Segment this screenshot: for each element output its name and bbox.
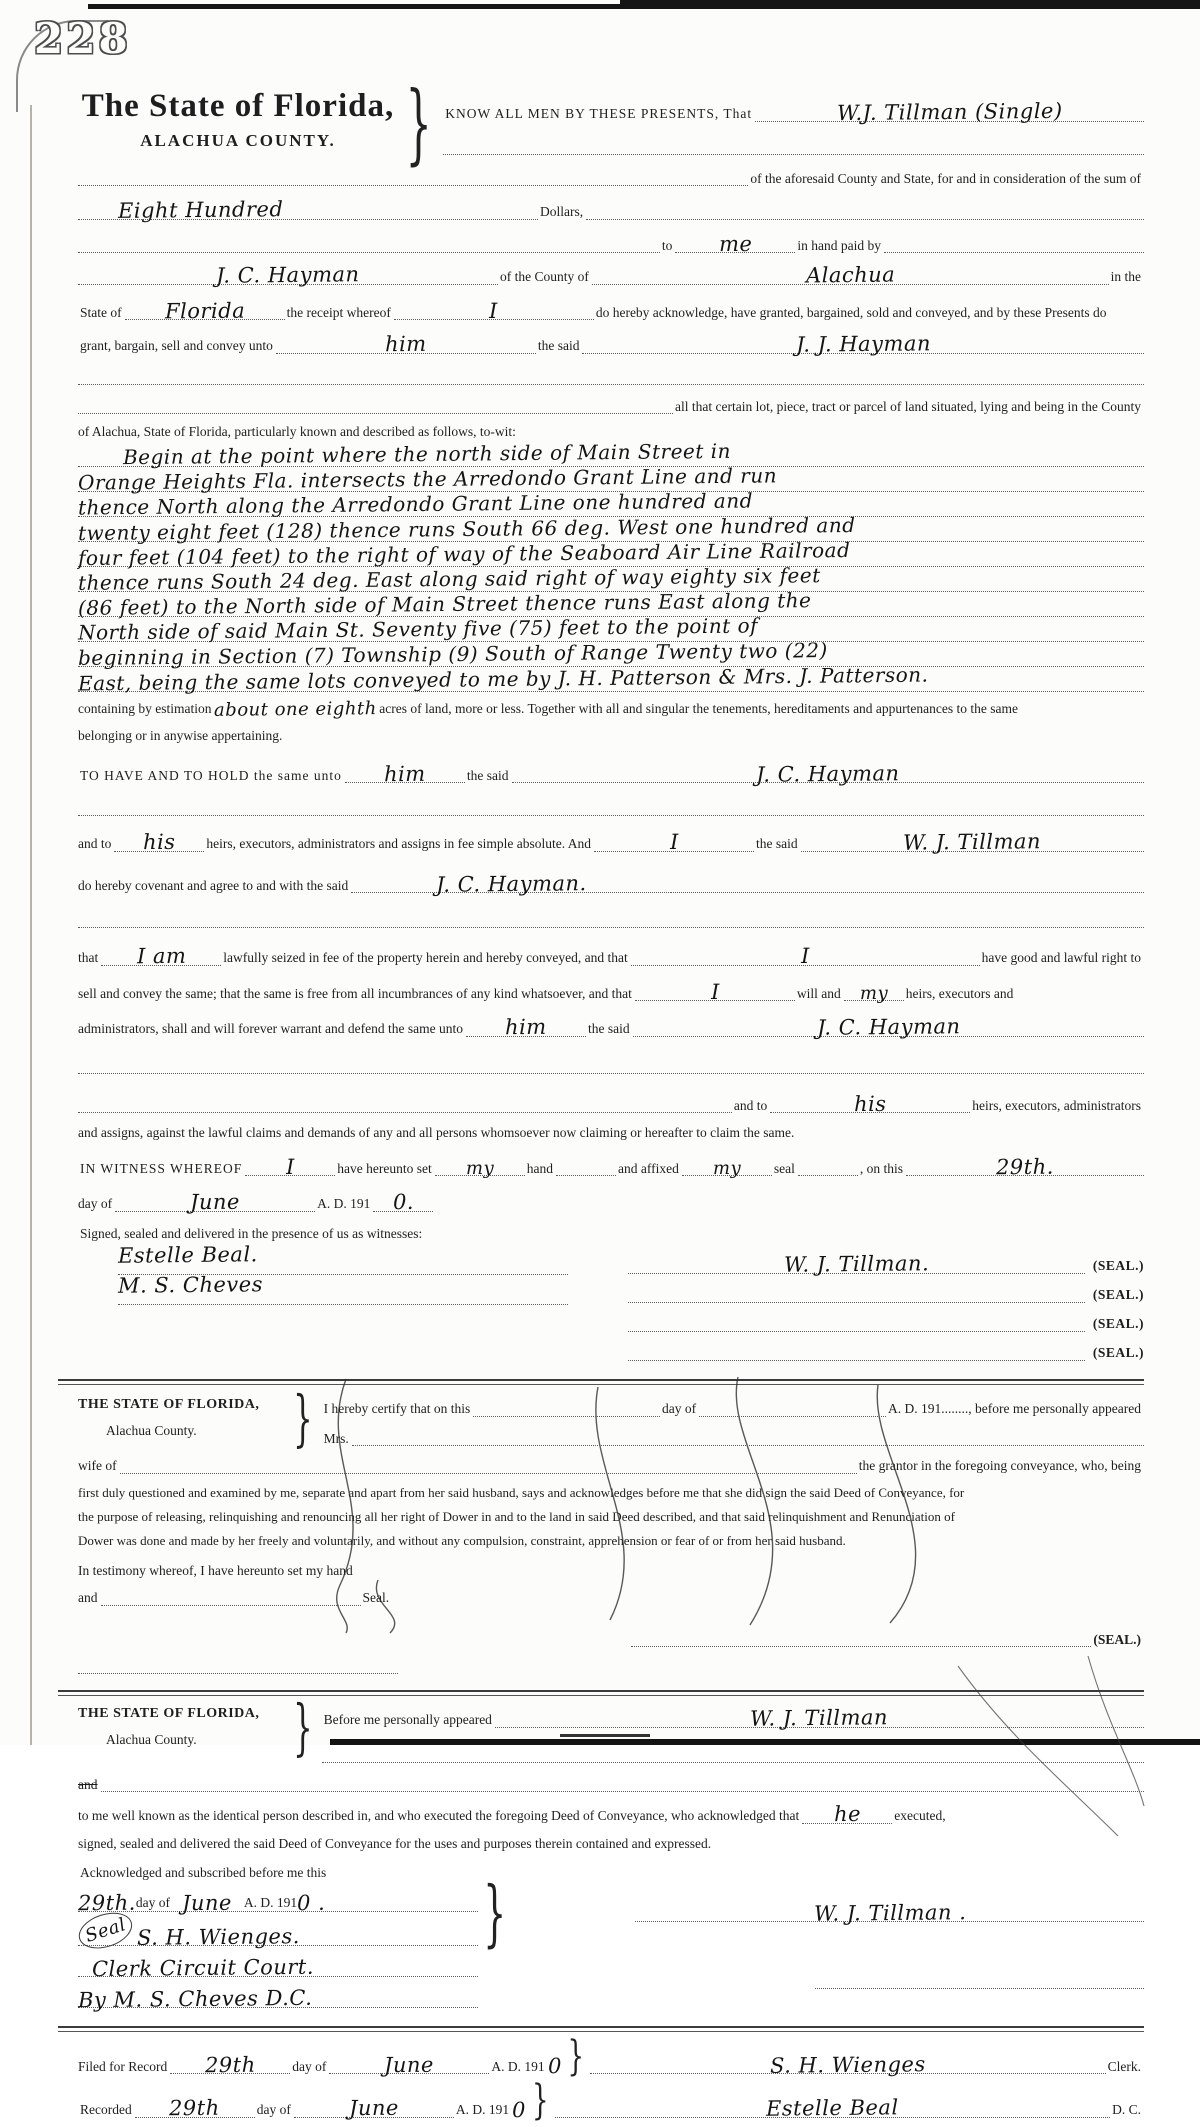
day-of-label: day of [78,1196,113,1212]
estimate-handwritten: about one eighth [214,697,378,721]
seal-row [628,1332,1144,1361]
signed-sealed-label: Signed, sealed and delivered in the presence of us as witnesses: [80,1225,423,1241]
ad-label: A. D. 191 [317,1196,371,1212]
certify-label: I hereby certify that on this [323,1401,471,1417]
my-field [435,1159,525,1177]
description-handwritten: (86 feet) to the North side of Main Street thence runs East along the [77,587,812,620]
filed-day-handwritten: 29th [204,2052,256,2077]
dower-heading-left [78,1397,288,1439]
grantee-handwritten: J. C. Hayman. [435,870,587,897]
acknowledgment-certificate [77,1692,1144,2013]
in-the-label: in the [1110,269,1141,285]
paid-by-line [78,231,1144,256]
ack-signature-area [77,1865,1144,2013]
recorded-deputy-handwritten: Estelle Beal [765,2095,899,2122]
seal-small-label: Seal. [362,1590,390,1606]
clerk-label: Clerk. [1107,2058,1141,2074]
him-field [345,761,465,786]
description-line [77,462,1144,495]
filed-day-field [170,2052,290,2077]
blank-field [586,219,1144,220]
know-all-label: KNOW ALL MEN BY THESE PRESENTS, That [445,106,753,121]
filed-label: Filed for Record [78,2058,168,2074]
will-and-label: will and [796,985,841,1001]
payee-field [78,262,498,288]
in-witness-line [78,1154,1144,1180]
dower-seal-line [78,1632,1144,1648]
to-have-line [78,760,1144,787]
blank-rule [78,1063,1144,1074]
signed-line [78,1836,1144,1852]
clerk-signature-line [78,1912,478,1951]
blank-field [101,1791,1145,1792]
belonging-label: belonging or in anywise appertaining. [78,728,283,744]
mrs-label: Mrs. [323,1430,349,1446]
brace-icon: } [483,1872,507,1956]
ack-heading-right [322,1706,1144,1763]
heirs-label: heirs, executors, administrators [972,1097,1141,1113]
description-handwritten: Orange Heights Fla. intersects the Arredondo Grant Line and run [77,462,778,495]
wife-of-line [78,1458,1144,1474]
alachua-county-label: Alachua County. [106,1423,197,1439]
receipt-line [78,298,1144,323]
heirs-label: heirs, executors, administrators and assigns in fee simple absolute. And [206,836,592,852]
heirs-line [78,829,1144,855]
dower-paragraph-text: the purpose of releasing, relinquishing and renouncing all her right of Dower in and to the land in said Deed described, and that said relinquishment and Renunciation of [78,1508,955,1524]
ack-grantor-handwritten: W. J. Tillman . [813,1900,967,1927]
blank-rule [443,144,1144,155]
grantee-handwritten: J. C. Hayman [816,1014,961,1041]
recorded-line [78,2077,1144,2126]
i-am-field [101,943,221,969]
grantor-handwritten: W. J. Tillman [903,829,1042,855]
i-field [635,979,795,1004]
i-handwritten: I [800,944,810,969]
deputy-line [77,1977,478,2013]
and-to-label: and to [78,836,112,852]
amount-line [78,197,1144,223]
page-number: 228 [34,14,131,63]
certify-line [322,1397,1144,1417]
masthead [78,71,1144,175]
ad-label: A. D. 191 [491,2058,545,2074]
description-handwritten: East, being the same lots conveyed to me by J. H. Patterson & Mrs. J. Patterson. [77,662,929,696]
on-this-label: , on this [859,1160,903,1176]
i-am-handwritten: I am [136,943,187,969]
amount-field [78,197,538,223]
my-handwritten: my [465,1157,494,1179]
seal-row [628,1274,1144,1303]
my-field [844,984,904,1002]
testimony-line [78,1563,1144,1579]
him-handwritten: him [383,761,426,786]
sell-convey-label: sell and convey the same; that the same is free from all incumbrances of any kind whatsoever, and that [78,985,632,1001]
wife-of-label: wife of [78,1458,117,1474]
witness1-handwritten: Estelle Beal. [117,1242,258,1269]
description-line [77,512,1144,545]
recording-block [78,2032,1144,2126]
assigns-label: and assigns, against the lawful claims and demands of any and all persons whomsoever now claiming or hereafter to claim the same. [78,1125,795,1141]
i-handwritten: I [489,298,499,323]
covenant-label: do hereby covenant and agree to and with the said [78,877,349,893]
description-line [77,537,1144,570]
grantee-field [633,1014,1144,1041]
containing-line [78,697,1144,721]
mrs-line [322,1431,1144,1447]
ad-before-label: A. D. 191........, before me personally appeared [887,1401,1142,1417]
property-description [77,438,1144,696]
blank-field [699,1416,886,1417]
county-handwritten: Alachua [805,262,895,288]
dc-label: D. C. [1112,2102,1141,2118]
grantee-handwritten: J. J. Hayman [795,331,931,357]
warrant-line [78,1014,1144,1041]
warrant-label: administrators, shall and will forever warrant and defend the same unto [78,1021,464,1037]
clerk-signature-handwritten: S. H. Wienges. [137,1924,301,1951]
grantor-field [801,829,1144,855]
his-handwritten: his [142,830,176,855]
sell-convey-line [78,979,1144,1004]
grant-unto-line [78,331,1144,357]
description-handwritten: twenty eight feet (128) thence runs South 66 deg. West one hundred and [77,512,856,545]
blank-field [101,1605,361,1606]
containing-label: containing by estimation [78,700,212,716]
dower-heading-right [322,1397,1144,1446]
good-right-label: have good and lawful right to [981,950,1141,966]
seal-column [568,1245,1144,1361]
him-handwritten: him [505,1015,547,1040]
ad-label: A. D. 191 [455,2102,510,2118]
clerk-signature-field [590,2051,1106,2078]
alachua-county-label: Alachua County. [106,1732,197,1748]
in-witness-label: IN WITNESS WHEREOF [80,1160,243,1176]
spacer [635,1922,1144,1978]
grantee-field [582,331,1144,357]
month-handwritten: June [190,1190,241,1215]
blank-rule [78,917,1144,928]
the-said-label: the said [756,836,798,852]
blank-rule [78,374,1144,385]
blank-field [78,185,748,186]
seal-label: (SEAL.) [1092,1345,1144,1361]
seal-label: (SEAL.) [1092,1287,1144,1303]
before-me-line [322,1705,1144,1731]
the-said-label: the said [537,338,580,354]
signed-sealed-line [78,1226,1144,1242]
blank-field [631,1646,1092,1647]
covenant-line [78,870,1144,897]
description-line [77,662,1144,696]
year-handwritten: 0. [392,1190,415,1215]
seal-word-label: seal [773,1160,795,1176]
day-of-label: day of [662,1401,697,1417]
towit-line [78,424,1144,440]
to-have-label: TO HAVE AND TO HOLD the same unto [80,767,342,783]
dower-heading [78,1383,1144,1456]
identical-line [78,1802,1144,1827]
brace-icon: } [293,1692,313,1765]
blank-field [884,252,1144,253]
description-line [77,488,1144,520]
grantor-name-field [755,98,1144,126]
description-line [77,613,1144,645]
filed-line [78,2033,1144,2082]
seized-label: lawfully seized in fee of the property herein and hereby conveyed, and that [223,950,628,966]
dower-paragraph-text: first duly questioned and examined by me, separate and apart from her said husband, says and acknowledges before me that she did sign the said Deed of Conveyance, for [78,1484,965,1500]
executed-label: executed, [894,1808,946,1824]
clerk-title-line [78,1946,478,1982]
blank-field [556,1175,616,1176]
witness-column [78,1242,568,1361]
in-hand-label: in hand paid by [797,237,881,253]
brace-icon: } [405,71,432,175]
clerk-title-handwritten: Clerk Circuit Court. [91,1955,315,1982]
seal-row [628,1303,1144,1332]
state-handwritten: Florida [164,298,245,323]
grantor-signature-handwritten: W. J. Tillman. [783,1251,930,1278]
grantee-handwritten: J. C. Hayman [755,760,900,787]
blank-field [628,1302,1085,1303]
him-field [276,331,536,357]
and-line [78,1777,1144,1793]
recorded-month-field [294,2096,454,2121]
me-field [675,231,795,256]
acknowledge-label: do hereby acknowledge, have granted, bargained, sold and conveyed, and by these Presents do [595,304,1107,320]
to-label: to [661,237,673,253]
recorded-year-handwritten: 0 [511,2097,527,2123]
brace-icon: } [293,1383,313,1456]
identical-label: to me well known as the identical person described in, and who executed the foregoing Deed of Conveyance, who acknowledged that [78,1808,800,1824]
description-handwritten: thence runs South 24 deg. East along said right of way eighty six feet [77,562,821,595]
he-handwritten: he [833,1802,861,1827]
appearer-field [495,1705,1144,1731]
my-field [682,1159,772,1177]
subscribed-line [78,1865,478,1881]
aforesaid-label: of the aforesaid County and State, for and in consideration of the sum of [750,170,1141,186]
ack-heading [78,1692,1144,1765]
blank-rule [78,1663,398,1674]
ack-month-handwritten: June [181,1890,233,1916]
and-to-heirs-line [78,1091,1144,1116]
brace-icon: } [567,2033,585,2082]
dower-paragraph [78,1486,1144,1501]
description-line [77,587,1144,620]
seal-label: (SEAL.) [1092,1316,1144,1332]
day-of-label: day of [135,1894,170,1910]
filed-clerk-handwritten: S. H. Wienges [769,2051,926,2078]
know-all-line [443,98,1144,126]
grantor-signature-field [628,1251,1085,1278]
seal-line [78,1590,1144,1606]
towit-label: of Alachua, State of Florida, particularly known and described as follows, to-wit: [78,424,516,440]
all-that-label: all that certain lot, piece, tract or parcel of land situated, lying and being in the County [675,398,1141,414]
witness-signature [117,1242,568,1275]
blank-field [352,1445,1144,1446]
year-field [373,1190,433,1215]
dollars-label: Dollars, [540,204,584,220]
dower-paragraph [78,1534,1144,1549]
seal-label: (SEAL.) [1093,1631,1141,1647]
of-county-label: of the County of [500,269,589,285]
blank-field [628,1331,1085,1332]
blank-field [78,252,660,253]
that-label: that [78,950,99,966]
description-handwritten: beginning in Section (7) Township (9) South of Range Twenty two (22) [77,637,828,670]
receipt-label: the receipt whereof [286,304,391,320]
witness-signature-area [78,1242,1144,1361]
testimony-label: In testimony whereof, I have hereunto set my hand [78,1562,353,1578]
grant-unto-label: grant, bargain, sell and convey unto [80,338,273,354]
grantor-line-label: the grantor in the foregoing conveyance, who, being [858,1458,1141,1474]
dower-certificate [78,1385,1144,1674]
ack-year-handwritten: 0 . [297,1890,326,1916]
the-said-label: the said [466,767,509,783]
scan-edge-left [30,105,32,1745]
i-field [394,298,594,323]
containing2-label: acres of land, more or less. Together with all and singular the tenements, hereditaments and appurtenances to the same [379,700,1018,716]
heirs-label: heirs, executors and [905,985,1014,1001]
his-handwritten: his [853,1091,887,1116]
seal-row [628,1245,1144,1278]
description-handwritten: thence North along the Arredondo Grant Line one hundred and [77,488,754,520]
him-handwritten: him [384,331,427,357]
me-handwritten: me [718,231,753,256]
amount-handwritten: Eight Hundred [117,197,284,223]
recorded-day-field [135,2096,255,2121]
payee-line [78,262,1144,288]
hand-label: hand [526,1160,553,1176]
blank-rule [815,1978,1144,1989]
description-line [77,637,1144,670]
ack-signature-column [515,1865,1144,1989]
dower-paragraph [78,1510,1144,1525]
ack-heading-left [78,1706,288,1748]
masthead-left [78,88,398,151]
seized-line [78,943,1144,969]
and-struck-label: and [78,1776,98,1792]
i-field [245,1154,335,1179]
witness2-handwritten: M. S. Cheves [117,1272,264,1299]
description-handwritten: North side of said Main St. Seventy five (75) feet to the point of [77,613,759,645]
set-label: have hereunto set [337,1160,432,1176]
i-handwritten: I [285,1154,295,1179]
witness-signature [117,1272,568,1305]
day-of-label: day of [256,2102,291,2118]
clerk-attestation-block [77,1865,478,2013]
document-content [77,0,1144,2126]
blank-rule [78,805,1144,816]
document-title: The State of Florida, [81,88,395,124]
ad-label: A. D. 191 [243,1894,298,1910]
day-of-label: day of [292,2058,327,2074]
subscribed-label: Acknowledged and subscribed before me this [80,1865,327,1881]
blank-field [78,1112,732,1113]
grantee-field [351,870,671,897]
state-of-florida-label: THE STATE OF FLORIDA, [78,1706,260,1722]
dower-paragraph-text: Dower was done and made by her freely and voluntarily, and without any compulsion, constraint, apprehension or fear of or from her said husband. [78,1532,846,1548]
description-line [78,438,1144,469]
affixed-label: and affixed [617,1160,679,1176]
the-said-label: the said [588,1021,630,1037]
i-field [631,944,980,969]
state-of-florida-label: THE STATE OF FLORIDA, [78,1397,260,1413]
and-label: and [78,1590,98,1606]
state-of-label: State of [80,304,122,320]
filed-year-handwritten: 0 [547,2054,562,2079]
aforesaid-line [78,171,1144,187]
belonging-line [78,728,1144,744]
before-me-label: Before me personally appeared [323,1712,492,1728]
ack-grantor-signature [635,1891,1144,1927]
i-handwritten: I [710,979,720,1004]
ack-date-line [77,1881,478,1916]
grantee-field [512,760,1145,787]
description-line [77,562,1144,595]
he-field [802,1802,892,1827]
blank-rule [322,1752,1144,1763]
and-to-label: and to [733,1097,768,1113]
payee-handwritten: J. C. Hayman [216,262,360,288]
signed-label: signed, sealed and delivered the said Deed of Conveyance for the uses and purposes therein contained and expressed. [78,1835,712,1851]
seal-circle: Seal [74,1906,137,1955]
description-handwritten: four feet (104 feet) to the right of way of the Seaboard Air Line Railroad [77,537,851,570]
recorded-month-handwritten: June [348,2096,399,2121]
blank-field [120,1473,857,1474]
brace-icon: } [531,2077,549,2126]
blank-field [798,1175,858,1176]
filed-month-field [329,2052,489,2077]
masthead-right [443,88,1144,155]
county-field [592,262,1109,288]
blank-field [628,1360,1085,1361]
his-field [114,830,204,855]
ack-day-handwritten: 29th. [77,1890,136,1916]
day-field [906,1154,1144,1180]
deputy-handwritten: By M. S. Cheves D.C. [77,1986,313,2013]
assigns-line [78,1125,1144,1141]
recorded-label: Recorded [80,2102,132,2118]
grantor-name-handwritten: W.J. Tillman (Single) [836,98,1063,126]
appearer-handwritten: W. J. Tillman [750,1705,889,1731]
him-field [466,1015,586,1040]
blank-field [78,413,673,414]
seal-label: (SEAL.) [1092,1258,1144,1274]
day-of-line [78,1190,1144,1215]
i-handwritten: I [669,830,679,855]
month-field [115,1190,315,1215]
state-field [125,298,285,323]
day-handwritten: 29th. [995,1154,1055,1180]
i-field [594,830,754,855]
my-handwritten: my [712,1157,742,1179]
blank-field [473,1416,660,1417]
recorded-day-handwritten: 29th [169,2096,221,2121]
county-title: ALACHUA COUNTY. [140,131,336,150]
deputy-signature-field [555,2095,1111,2122]
his-field [770,1091,970,1116]
filed-month-handwritten: June [384,2052,435,2077]
my-handwritten: my [859,982,889,1004]
blank-field [671,892,1144,893]
description-handwritten: Begin at the point where the north side of Main Street in [122,438,732,469]
all-that-line [78,399,1144,415]
